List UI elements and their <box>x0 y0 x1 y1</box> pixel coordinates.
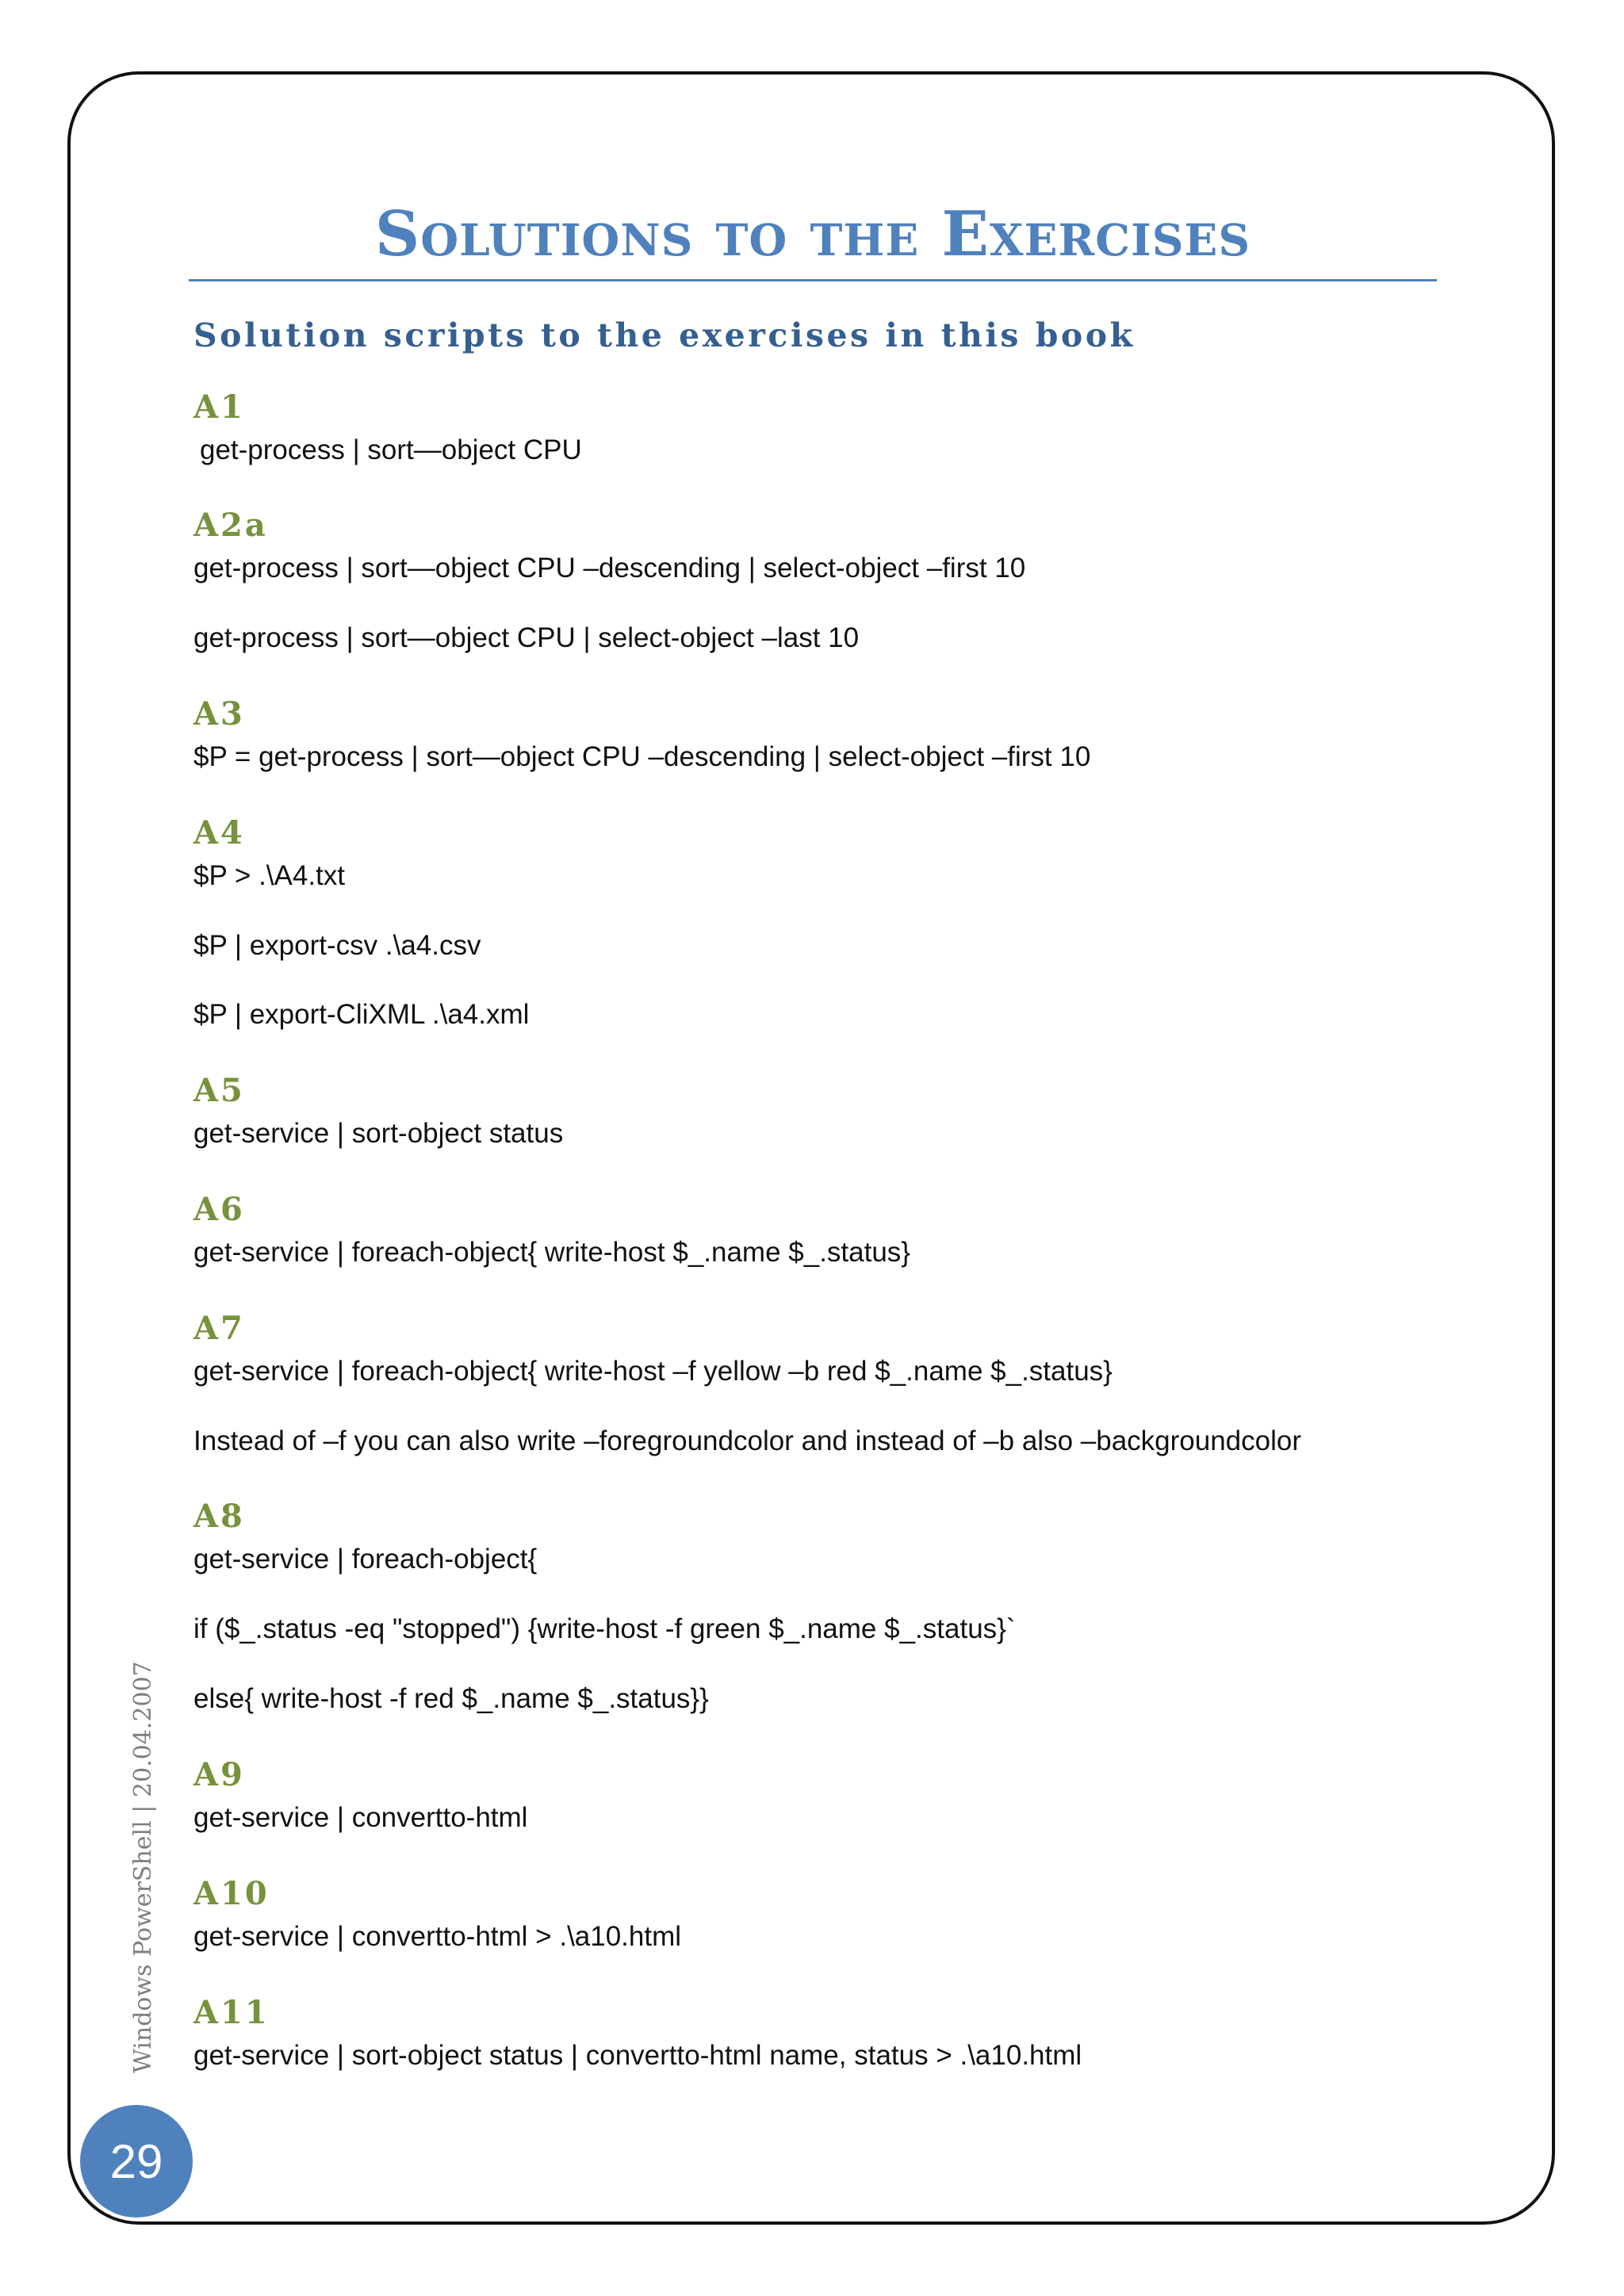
code-line: if ($_.status -eq "stopped") {write-host -f green $_.name $_.status}` <box>193 1613 1016 1644</box>
section-heading-a9: A9 <box>193 1756 245 1793</box>
page-title: Solutions to the Exercises <box>374 198 1251 270</box>
section-heading-a5: A5 <box>193 1072 245 1109</box>
code-line: $P | export-CliXML .\a4.xml <box>193 999 530 1030</box>
code-line: get-process | sort—object CPU | select-object –last 10 <box>193 622 860 653</box>
code-line: get-service | foreach-object{ <box>193 1544 538 1575</box>
section-heading-a2a: A2a <box>193 507 268 544</box>
code-line: get-service | convertto-html <box>193 1802 528 1833</box>
sidebar-footer-text: Windows PowerShell | 20.04.2007 <box>129 1661 157 2073</box>
page-number-badge: 29 <box>80 2105 193 2218</box>
code-line: $P | export-csv .\a4.csv <box>193 930 481 961</box>
section-heading-a1: A1 <box>193 388 245 426</box>
code-line: get-service | foreach-object{ write-host –f yellow –b red $_.name $_.status} <box>193 1356 1113 1387</box>
note-line: Instead of –f you can also write –foregroundcolor and instead of –b also –backgroundcolor <box>193 1425 1302 1456</box>
section-heading-a7: A7 <box>193 1310 245 1347</box>
code-line: $P > .\A4.txt <box>193 860 345 891</box>
code-line: get-process | sort—object CPU –descending | select-object –first 10 <box>193 553 1026 584</box>
section-heading-a8: A8 <box>193 1498 245 1535</box>
section-heading-a11: A11 <box>193 1994 270 2031</box>
code-line: get-process | sort—object CPU <box>200 434 582 465</box>
code-line: get-service | convertto-html > .\a10.html <box>193 1921 682 1952</box>
code-line: get-service | foreach-object{ write-host $_.name $_.status} <box>193 1237 911 1268</box>
section-heading-a6: A6 <box>193 1191 245 1228</box>
section-heading-a10: A10 <box>193 1875 270 1912</box>
section-heading-a4: A4 <box>193 814 245 851</box>
section-heading-a3: A3 <box>193 695 245 733</box>
page-subtitle: Solution scripts to the exercises in this book <box>193 316 1136 354</box>
code-line: get-service | sort-object status | convertto-html name, status > .\a10.html <box>193 2040 1082 2071</box>
title-divider <box>189 279 1437 281</box>
code-line: get-service | sort-object status <box>193 1118 564 1149</box>
code-line: $P = get-process | sort—object CPU –descending | select-object –first 10 <box>193 741 1091 772</box>
code-line: else{ write-host -f red $_.name $_.status}} <box>193 1683 709 1714</box>
